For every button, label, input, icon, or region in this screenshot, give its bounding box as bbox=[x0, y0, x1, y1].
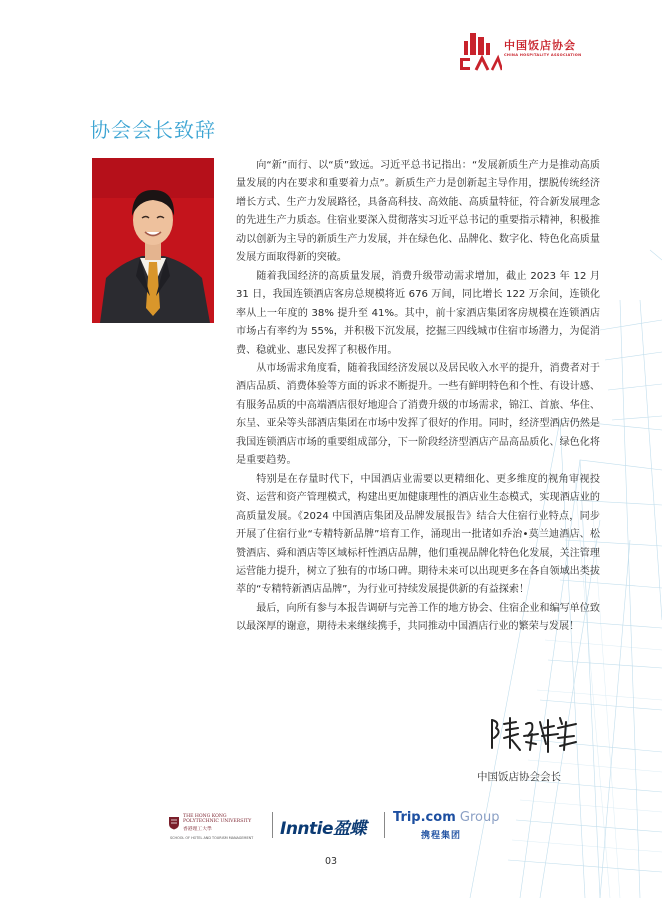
paragraph-2: 随着我国经济的高质量发展，消费升级带动需求增加，截止 2023 年 12 月 31 日，我国连锁酒店客房总规模将近 676 万间，同比增长 122 万余间，连锁化率从上一年度的 38% 提升至 41%。其中，前十家酒店集团客房规模在连锁酒店市场占有率约为 55%，并积极下沉发展，挖掘三四线城市住宿市场潜力，为促消费、稳就业、惠民发挥了积极作用。 bbox=[236, 270, 600, 356]
handwritten-signature bbox=[488, 714, 578, 754]
signature-title: 中国饭店协会会长 bbox=[477, 771, 561, 783]
paragraph-4: 特别是在存量时代下，中国酒店业需要以更精细化、更多维度的视角审视投资、运营和资产管理模式，构建出更加健康理性的酒店业生态模式，实现酒店业的高质量发展。《2024 中国酒店集团及品牌发展报告》结合大住宿行业特点，同步开展了住宿行业“专精特新品牌”培育工作，涌现出一批诸如乔治•莫兰迪酒店、松赞酒店、舜和酒店等区域标杆性酒店品牌，他们重视品牌化特色化发展，关注管理运营能力提升，树立了独有的市场口碑。期待未来可以出现更多在各自领域出类拔萃的“专精特新酒店品牌”，为行业可持续发展提供新的有益探索！ bbox=[236, 473, 600, 596]
association-logo bbox=[456, 31, 656, 76]
footer-divider bbox=[384, 812, 385, 838]
page-number: 03 bbox=[324, 856, 338, 867]
polyu-name-en: THE HONG KONG POLYTECHNIC UNIVERSITY bbox=[183, 814, 252, 825]
ctrip-group-cn-logo: 携程集团 bbox=[421, 831, 462, 841]
trip-com-group-logo: Trip.com Group bbox=[393, 810, 500, 825]
association-name-cn: 中国饭店协会 bbox=[504, 39, 576, 52]
inntie-logo: Inntie盈蝶 bbox=[280, 819, 367, 839]
polyu-crest-icon bbox=[168, 816, 180, 830]
polyu-school-name: SCHOOL OF HOTEL AND TOURISM MANAGEMENT bbox=[170, 836, 254, 840]
association-name-en: CHINA HOSPITALITY ASSOCIATION bbox=[504, 53, 582, 57]
page-title: 协会会长致辞 bbox=[90, 118, 216, 142]
president-portrait-photo bbox=[92, 158, 214, 323]
polyu-name-cn: 香港理工大學 bbox=[183, 827, 212, 832]
paragraph-5: 最后，向所有参与本报告调研与完善工作的地方协会、住宿企业和编写单位致以最深厚的谢意，期待未来继续携手，共同推动中国酒店行业的繁荣与发展！ bbox=[236, 602, 600, 633]
paragraph-1: 向“新”而行、以“质”致远。习近平总书记指出：“发展新质生产力是推动高质量发展的内在要求和重要着力点”。新质生产力是创新起主导作用，摆脱传统经济增长方式、生产力发展路径，具备高科技、高效能、高质量特征，符合新发展理念的先进生产力质态。住宿业要深入贯彻落实习近平总书记的重要指示精神，积极推动以创新为主导的新质生产力发展，并在绿色化、品牌化、数字化、特色化高质量发展方面取得新的突破。 bbox=[236, 160, 600, 264]
partner-logos bbox=[168, 808, 498, 844]
paragraph-3: 从市场需求角度看，随着我国经济发展以及居民收入水平的提升，消费者对于酒店品质、消费体验等方面的诉求不断提升。一些有鲜明特色和个性、有设计感、有服务品质的中高端酒店很好地迎合了消费升级的市场需求，锦江、首旅、华住、东呈、亚朵等头部酒店集团在市场中发挥了很好的作用。同时，经济型酒店仍然是我国连锁酒店市场的重要组成部分，下一阶段经济型酒店产品高品质化、绿色化将是重要趋势。 bbox=[236, 362, 600, 467]
hotel-building-logo-icon bbox=[456, 31, 502, 73]
footer-divider bbox=[272, 812, 273, 838]
message-body bbox=[236, 157, 600, 637]
